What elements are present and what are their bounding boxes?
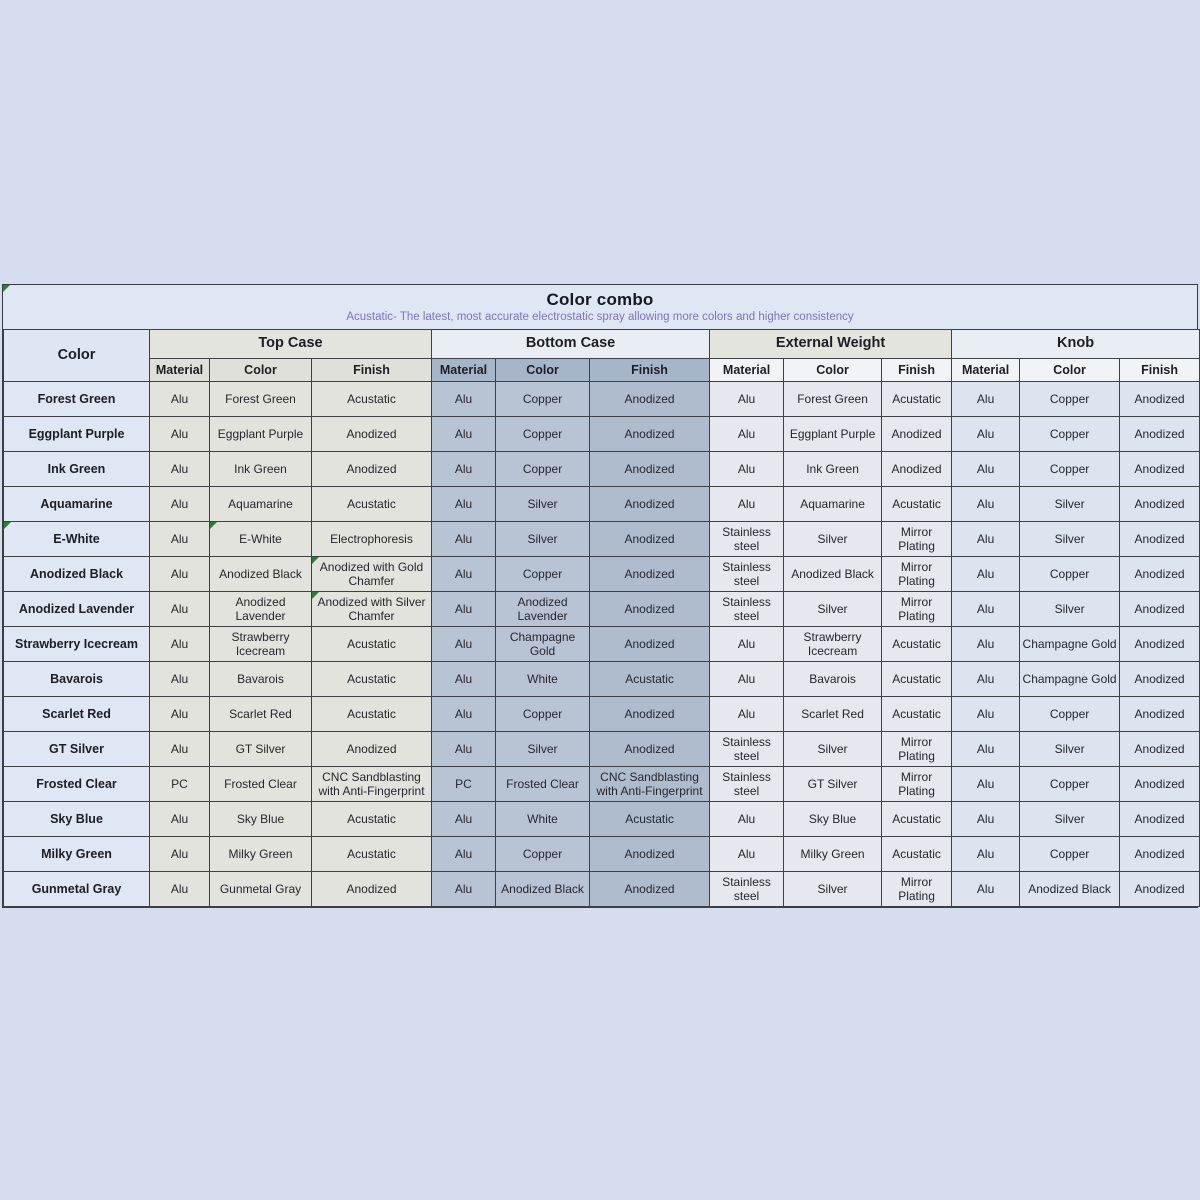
table-cell: Alu: [432, 522, 496, 557]
table-cell: Silver: [1020, 522, 1120, 557]
table-cell: Anodized: [882, 417, 952, 452]
table-cell: Alu: [432, 837, 496, 872]
row-color-name: Anodized Black: [4, 557, 150, 592]
table-cell: Mirror Plating: [882, 767, 952, 802]
table-cell: Champagne Gold: [1020, 627, 1120, 662]
table-row: [4, 732, 1200, 767]
row-color-name: Ink Green: [4, 452, 150, 487]
table-cell: Strawberry Icecream: [210, 627, 312, 662]
table-row: [4, 767, 1200, 802]
table-cell: Alu: [150, 802, 210, 837]
table-cell: Alu: [432, 662, 496, 697]
table-cell: Mirror Plating: [882, 592, 952, 627]
page-subtitle: Acustatic- The latest, most accurate electrostatic spray allowing more colors and higher consistency: [346, 311, 854, 323]
sub-header-material: Material: [150, 359, 210, 382]
table-cell: Silver: [784, 872, 882, 907]
table-cell: GT Silver: [210, 732, 312, 767]
row-color-name: Forest Green: [4, 382, 150, 417]
table-cell: Silver: [496, 732, 590, 767]
table-cell: Alu: [952, 627, 1020, 662]
table-cell: Acustatic: [312, 662, 432, 697]
table-cell: Alu: [150, 697, 210, 732]
table-cell: Electrophoresis: [312, 522, 432, 557]
table-cell: Anodized with Gold Chamfer: [312, 557, 432, 592]
table-cell: Silver: [496, 487, 590, 522]
table-row: [4, 627, 1200, 662]
table-cell: Alu: [710, 627, 784, 662]
table-cell: Copper: [496, 557, 590, 592]
comment-corner-mark: [3, 285, 10, 292]
table-cell: Stainless steel: [710, 872, 784, 907]
row-color-name: Eggplant Purple: [4, 417, 150, 452]
table-cell: Alu: [952, 837, 1020, 872]
table-cell: Anodized: [1120, 802, 1200, 837]
table-cell: Anodized: [590, 522, 710, 557]
table-cell: Alu: [952, 487, 1020, 522]
table-cell: Anodized: [312, 417, 432, 452]
table-cell: Alu: [952, 452, 1020, 487]
table-cell: Copper: [1020, 837, 1120, 872]
table-cell: Alu: [952, 872, 1020, 907]
table-cell: Copper: [1020, 697, 1120, 732]
table-cell: Mirror Plating: [882, 732, 952, 767]
table-cell: Copper: [496, 837, 590, 872]
comment-corner-mark: [312, 557, 319, 564]
table-cell: Alu: [952, 732, 1020, 767]
table-cell: Alu: [150, 487, 210, 522]
table-cell: CNC Sandblasting with Anti-Fingerprint: [590, 767, 710, 802]
table-cell: Acustatic: [312, 487, 432, 522]
table-cell: Alu: [432, 452, 496, 487]
table-cell: Forest Green: [210, 382, 312, 417]
table-cell: Silver: [1020, 802, 1120, 837]
table-cell: Anodized: [1120, 487, 1200, 522]
table-cell: Anodized Lavender: [210, 592, 312, 627]
table-row: [4, 872, 1200, 907]
table-cell: Anodized: [312, 452, 432, 487]
table-cell: Gunmetal Gray: [210, 872, 312, 907]
table-cell: Champagne Gold: [1020, 662, 1120, 697]
table-cell: Alu: [432, 487, 496, 522]
table-cell: Acustatic: [312, 627, 432, 662]
table-cell: Strawberry Icecream: [784, 627, 882, 662]
table-cell: Anodized with Silver Chamfer: [312, 592, 432, 627]
table-body: [4, 382, 1200, 907]
table-cell: Anodized: [312, 872, 432, 907]
table-cell: Alu: [150, 732, 210, 767]
table-cell: Alu: [432, 382, 496, 417]
table-cell: Anodized: [1120, 662, 1200, 697]
row-color-name: Scarlet Red: [4, 697, 150, 732]
table-cell: Acustatic: [882, 697, 952, 732]
row-color-name: Gunmetal Gray: [4, 872, 150, 907]
table-cell: Copper: [496, 697, 590, 732]
table-cell: Anodized: [590, 487, 710, 522]
table-cell: Alu: [952, 382, 1020, 417]
table-cell: Stainless steel: [710, 557, 784, 592]
table-cell: Copper: [1020, 417, 1120, 452]
table-cell: Acustatic: [882, 382, 952, 417]
table-row: [4, 452, 1200, 487]
table-cell: Scarlet Red: [784, 697, 882, 732]
sub-header-material: Material: [952, 359, 1020, 382]
table-cell: Alu: [150, 557, 210, 592]
table-cell: Anodized: [590, 592, 710, 627]
row-color-name: Strawberry Icecream: [4, 627, 150, 662]
table-cell: Anodized: [590, 557, 710, 592]
table-cell: Alu: [432, 802, 496, 837]
table-row: [4, 802, 1200, 837]
table-cell: Copper: [1020, 767, 1120, 802]
table-cell: Mirror Plating: [882, 872, 952, 907]
table-cell: Copper: [496, 452, 590, 487]
sub-header-finish: Finish: [882, 359, 952, 382]
table-cell: White: [496, 662, 590, 697]
table-cell: Ink Green: [210, 452, 312, 487]
table-cell: Copper: [1020, 382, 1120, 417]
table-cell: Anodized: [1120, 452, 1200, 487]
group-header-knob: Knob: [952, 330, 1200, 359]
table-cell: Alu: [432, 627, 496, 662]
table-cell: Scarlet Red: [210, 697, 312, 732]
table-cell: Alu: [150, 872, 210, 907]
table-row: [4, 522, 1200, 557]
table-cell: Alu: [150, 382, 210, 417]
table-cell: Alu: [432, 557, 496, 592]
table-cell: CNC Sandblasting with Anti-Fingerprint: [312, 767, 432, 802]
table-row: [4, 417, 1200, 452]
table-cell: Anodized: [1120, 557, 1200, 592]
group-header-top-case: Top Case: [150, 330, 432, 359]
table-cell: Silver: [1020, 592, 1120, 627]
table-cell: Alu: [952, 557, 1020, 592]
table-cell: Copper: [496, 417, 590, 452]
sub-header-finish: Finish: [1120, 359, 1200, 382]
table-cell: Acustatic: [882, 627, 952, 662]
table-cell: Frosted Clear: [496, 767, 590, 802]
table-header: [4, 330, 1200, 382]
table-cell: Anodized: [590, 382, 710, 417]
sub-header-row: [4, 359, 1200, 382]
table-cell: Alu: [952, 592, 1020, 627]
table-cell: Anodized: [1120, 417, 1200, 452]
comment-corner-mark: [210, 522, 217, 529]
sub-header-finish: Finish: [312, 359, 432, 382]
group-header-bottom-case: Bottom Case: [432, 330, 710, 359]
sub-header-material: Material: [432, 359, 496, 382]
table-cell: Anodized: [1120, 592, 1200, 627]
table-cell: Aquamarine: [784, 487, 882, 522]
table-cell: Alu: [710, 837, 784, 872]
table-cell: Stainless steel: [710, 767, 784, 802]
table-row: [4, 837, 1200, 872]
sub-header-color: Color: [784, 359, 882, 382]
table-cell: Milky Green: [210, 837, 312, 872]
row-color-name: Frosted Clear: [4, 767, 150, 802]
table-cell: Alu: [150, 452, 210, 487]
table-cell: Champagne Gold: [496, 627, 590, 662]
table-cell: Silver: [496, 522, 590, 557]
table-cell: PC: [150, 767, 210, 802]
sub-header-finish: Finish: [590, 359, 710, 382]
table-cell: Mirror Plating: [882, 522, 952, 557]
table-row: [4, 487, 1200, 522]
title-band: [3, 285, 1197, 329]
table-cell: White: [496, 802, 590, 837]
table-cell: Alu: [710, 697, 784, 732]
table-cell: PC: [432, 767, 496, 802]
table-row: [4, 592, 1200, 627]
sub-header-material: Material: [710, 359, 784, 382]
table-cell: Sky Blue: [784, 802, 882, 837]
table-cell: Bavarois: [784, 662, 882, 697]
table-cell: Anodized: [590, 872, 710, 907]
table-cell: Acustatic: [882, 837, 952, 872]
sub-header-color: Color: [210, 359, 312, 382]
table-cell: Alu: [952, 767, 1020, 802]
color-combo-sheet: [2, 284, 1198, 908]
table-cell: Silver: [784, 592, 882, 627]
row-color-name: Bavarois: [4, 662, 150, 697]
table-cell: Copper: [1020, 557, 1120, 592]
table-cell: Alu: [952, 802, 1020, 837]
table-cell: Alu: [432, 732, 496, 767]
table-row: [4, 382, 1200, 417]
table-cell: Alu: [150, 522, 210, 557]
table-cell: Anodized Lavender: [496, 592, 590, 627]
table-cell: Acustatic: [312, 382, 432, 417]
row-color-name: Milky Green: [4, 837, 150, 872]
table-cell: Acustatic: [312, 837, 432, 872]
row-color-name: GT Silver: [4, 732, 150, 767]
table-cell: Anodized: [1120, 767, 1200, 802]
table-cell: Ink Green: [784, 452, 882, 487]
table-cell: Anodized Black: [496, 872, 590, 907]
table-cell: Anodized: [1120, 732, 1200, 767]
table-cell: Eggplant Purple: [210, 417, 312, 452]
table-cell: Anodized: [590, 627, 710, 662]
row-color-name: E-White: [4, 522, 150, 557]
table-cell: Anodized: [1120, 837, 1200, 872]
sub-header-color: Color: [1020, 359, 1120, 382]
row-color-name: Sky Blue: [4, 802, 150, 837]
table-cell: Sky Blue: [210, 802, 312, 837]
table-cell: Anodized: [590, 732, 710, 767]
table-cell: E-White: [210, 522, 312, 557]
table-cell: Anodized: [1120, 522, 1200, 557]
page-title: Color combo: [546, 290, 654, 309]
table-cell: Alu: [432, 872, 496, 907]
table-row: [4, 557, 1200, 592]
table-cell: Alu: [150, 662, 210, 697]
table-cell: Silver: [784, 522, 882, 557]
comment-corner-mark: [312, 592, 319, 599]
table-cell: Anodized: [312, 732, 432, 767]
table-cell: Stainless steel: [710, 592, 784, 627]
table-cell: Eggplant Purple: [784, 417, 882, 452]
table-cell: Acustatic: [882, 662, 952, 697]
table-cell: Anodized: [1120, 382, 1200, 417]
table-cell: Stainless steel: [710, 732, 784, 767]
table-cell: Silver: [1020, 487, 1120, 522]
table-cell: Alu: [710, 487, 784, 522]
table-cell: Alu: [150, 417, 210, 452]
table-cell: Alu: [710, 802, 784, 837]
table-cell: Acustatic: [590, 802, 710, 837]
table-cell: Alu: [710, 382, 784, 417]
table-cell: Anodized: [1120, 627, 1200, 662]
sub-header-color: Color: [496, 359, 590, 382]
table-cell: Milky Green: [784, 837, 882, 872]
table-cell: Alu: [952, 417, 1020, 452]
table-cell: Anodized: [1120, 697, 1200, 732]
table-cell: Aquamarine: [210, 487, 312, 522]
table-cell: Stainless steel: [710, 522, 784, 557]
table-cell: Copper: [496, 382, 590, 417]
table-cell: Alu: [150, 837, 210, 872]
table-cell: Frosted Clear: [210, 767, 312, 802]
table-cell: Bavarois: [210, 662, 312, 697]
table-cell: Anodized: [882, 452, 952, 487]
table-cell: Alu: [432, 592, 496, 627]
table-cell: Copper: [1020, 452, 1120, 487]
table-cell: Anodized: [1120, 872, 1200, 907]
table-cell: Alu: [432, 417, 496, 452]
table-cell: Anodized Black: [1020, 872, 1120, 907]
table-cell: Alu: [432, 697, 496, 732]
group-header-external-weight: External Weight: [710, 330, 952, 359]
table-cell: Silver: [1020, 732, 1120, 767]
group-header-row: [4, 330, 1200, 359]
table-cell: Alu: [952, 662, 1020, 697]
table-cell: Alu: [710, 417, 784, 452]
table-cell: Mirror Plating: [882, 557, 952, 592]
table-cell: Anodized Black: [784, 557, 882, 592]
table-cell: Anodized: [590, 452, 710, 487]
table-cell: Anodized Black: [210, 557, 312, 592]
comment-corner-mark: [4, 522, 11, 529]
table-cell: Alu: [710, 452, 784, 487]
table-cell: Acustatic: [590, 662, 710, 697]
table-row: [4, 697, 1200, 732]
table-cell: GT Silver: [784, 767, 882, 802]
table-cell: Alu: [952, 697, 1020, 732]
table-cell: Anodized: [590, 697, 710, 732]
row-color-name: Anodized Lavender: [4, 592, 150, 627]
table-cell: Acustatic: [882, 487, 952, 522]
row-color-name: Aquamarine: [4, 487, 150, 522]
table-cell: Alu: [150, 627, 210, 662]
table-cell: Anodized: [590, 417, 710, 452]
table-cell: Alu: [952, 522, 1020, 557]
table-row: [4, 662, 1200, 697]
table-cell: Anodized: [590, 837, 710, 872]
color-combo-table: [3, 329, 1200, 907]
table-cell: Forest Green: [784, 382, 882, 417]
table-cell: Silver: [784, 732, 882, 767]
table-cell: Alu: [150, 592, 210, 627]
table-cell: Acustatic: [882, 802, 952, 837]
column-header-color: Color: [4, 330, 150, 382]
table-cell: Acustatic: [312, 802, 432, 837]
table-cell: Acustatic: [312, 697, 432, 732]
table-cell: Alu: [710, 662, 784, 697]
